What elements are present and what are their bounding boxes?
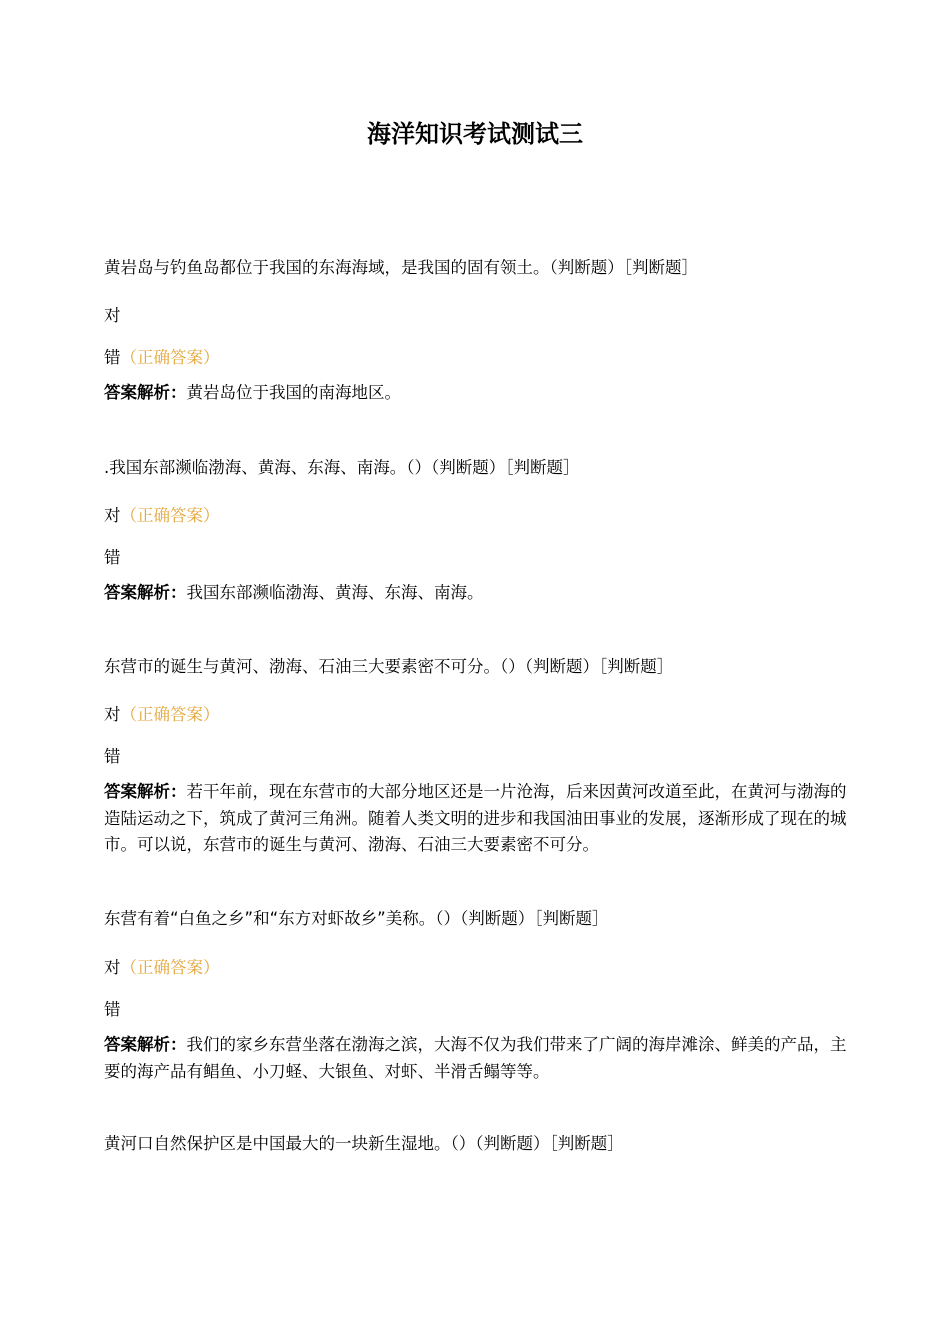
option-text: 错 xyxy=(104,747,121,766)
question-3-stem: 东营市的诞生与黄河、渤海、石油三大要素密不可分。（）（判断题）［判断题］ xyxy=(104,657,674,676)
question-3-option-b xyxy=(104,744,854,770)
option-text: 对 xyxy=(104,705,121,724)
option-text: 错 xyxy=(104,1000,121,1019)
document-title: 海洋知识考试测试三 xyxy=(367,120,583,148)
question-1-analysis xyxy=(104,380,854,406)
question-1-stem: 黄岩岛与钓鱼岛都位于我国的东海海域，是我国的固有领土。（判断题）［判断题］ xyxy=(104,258,698,277)
question-3-analysis xyxy=(104,779,854,859)
question-2-option-a xyxy=(104,503,854,529)
question-4-stem: 东营有着“白鱼之乡”和“东方对虾故乡”美称。（）（判断题）［判断题］ xyxy=(104,909,609,928)
analysis-text: 黄岩岛位于我国的南海地区。 xyxy=(186,383,401,402)
option-text: 错 xyxy=(104,548,121,567)
analysis-label: 答案解析： xyxy=(104,782,187,801)
analysis-label: 答案解析： xyxy=(104,383,187,402)
question-1-option-a xyxy=(104,303,854,329)
correct-answer-tag: （正确答案） xyxy=(120,958,220,977)
question-2-stem: .我国东部濒临渤海、黄海、东海、南海。（）（判断题）［判断题］ xyxy=(104,458,580,477)
correct-answer-tag: （正确答案） xyxy=(120,705,220,724)
analysis-text: 若干年前，现在东营市的大部分地区还是一片沧海，后来因黄河改道至此，在黄河与渤海的造陆运动之下，筑成了黄河三角洲。随着人类文明的进步和我国油田事业的发展，逐渐形成了现在的城市。可以说，东营市的诞生与黄河、渤海、石油三大要素密不可分。 xyxy=(104,782,847,854)
correct-answer-tag: （正确答案） xyxy=(120,348,220,367)
question-3-option-a xyxy=(104,702,854,728)
correct-answer-tag: （正确答案） xyxy=(120,506,220,525)
analysis-text: 我们的家乡东营坐落在渤海之滨，大海不仅为我们带来了广阔的海岸滩涂、鲜美的产品，主要的海产品有鲳鱼、小刀蛏、大银鱼、对虾、半滑舌鳎等等。 xyxy=(104,1035,847,1081)
question-4-option-a xyxy=(104,955,854,981)
analysis-label: 答案解析： xyxy=(104,1035,187,1054)
question-4-analysis xyxy=(104,1032,854,1085)
question-5-stem: 黄河口自然保护区是中国最大的一块新生湿地。（）（判断题）［判断题］ xyxy=(104,1134,624,1153)
question-1-option-b xyxy=(104,345,854,371)
option-text: 错 xyxy=(104,348,121,367)
analysis-label: 答案解析： xyxy=(104,583,187,602)
option-text: 对 xyxy=(104,306,121,325)
analysis-text: 我国东部濒临渤海、黄海、东海、南海。 xyxy=(186,583,484,602)
option-text: 对 xyxy=(104,506,121,525)
question-4-option-b xyxy=(104,997,854,1023)
question-2-analysis xyxy=(104,580,854,606)
question-2-option-b xyxy=(104,545,854,571)
option-text: 对 xyxy=(104,958,121,977)
